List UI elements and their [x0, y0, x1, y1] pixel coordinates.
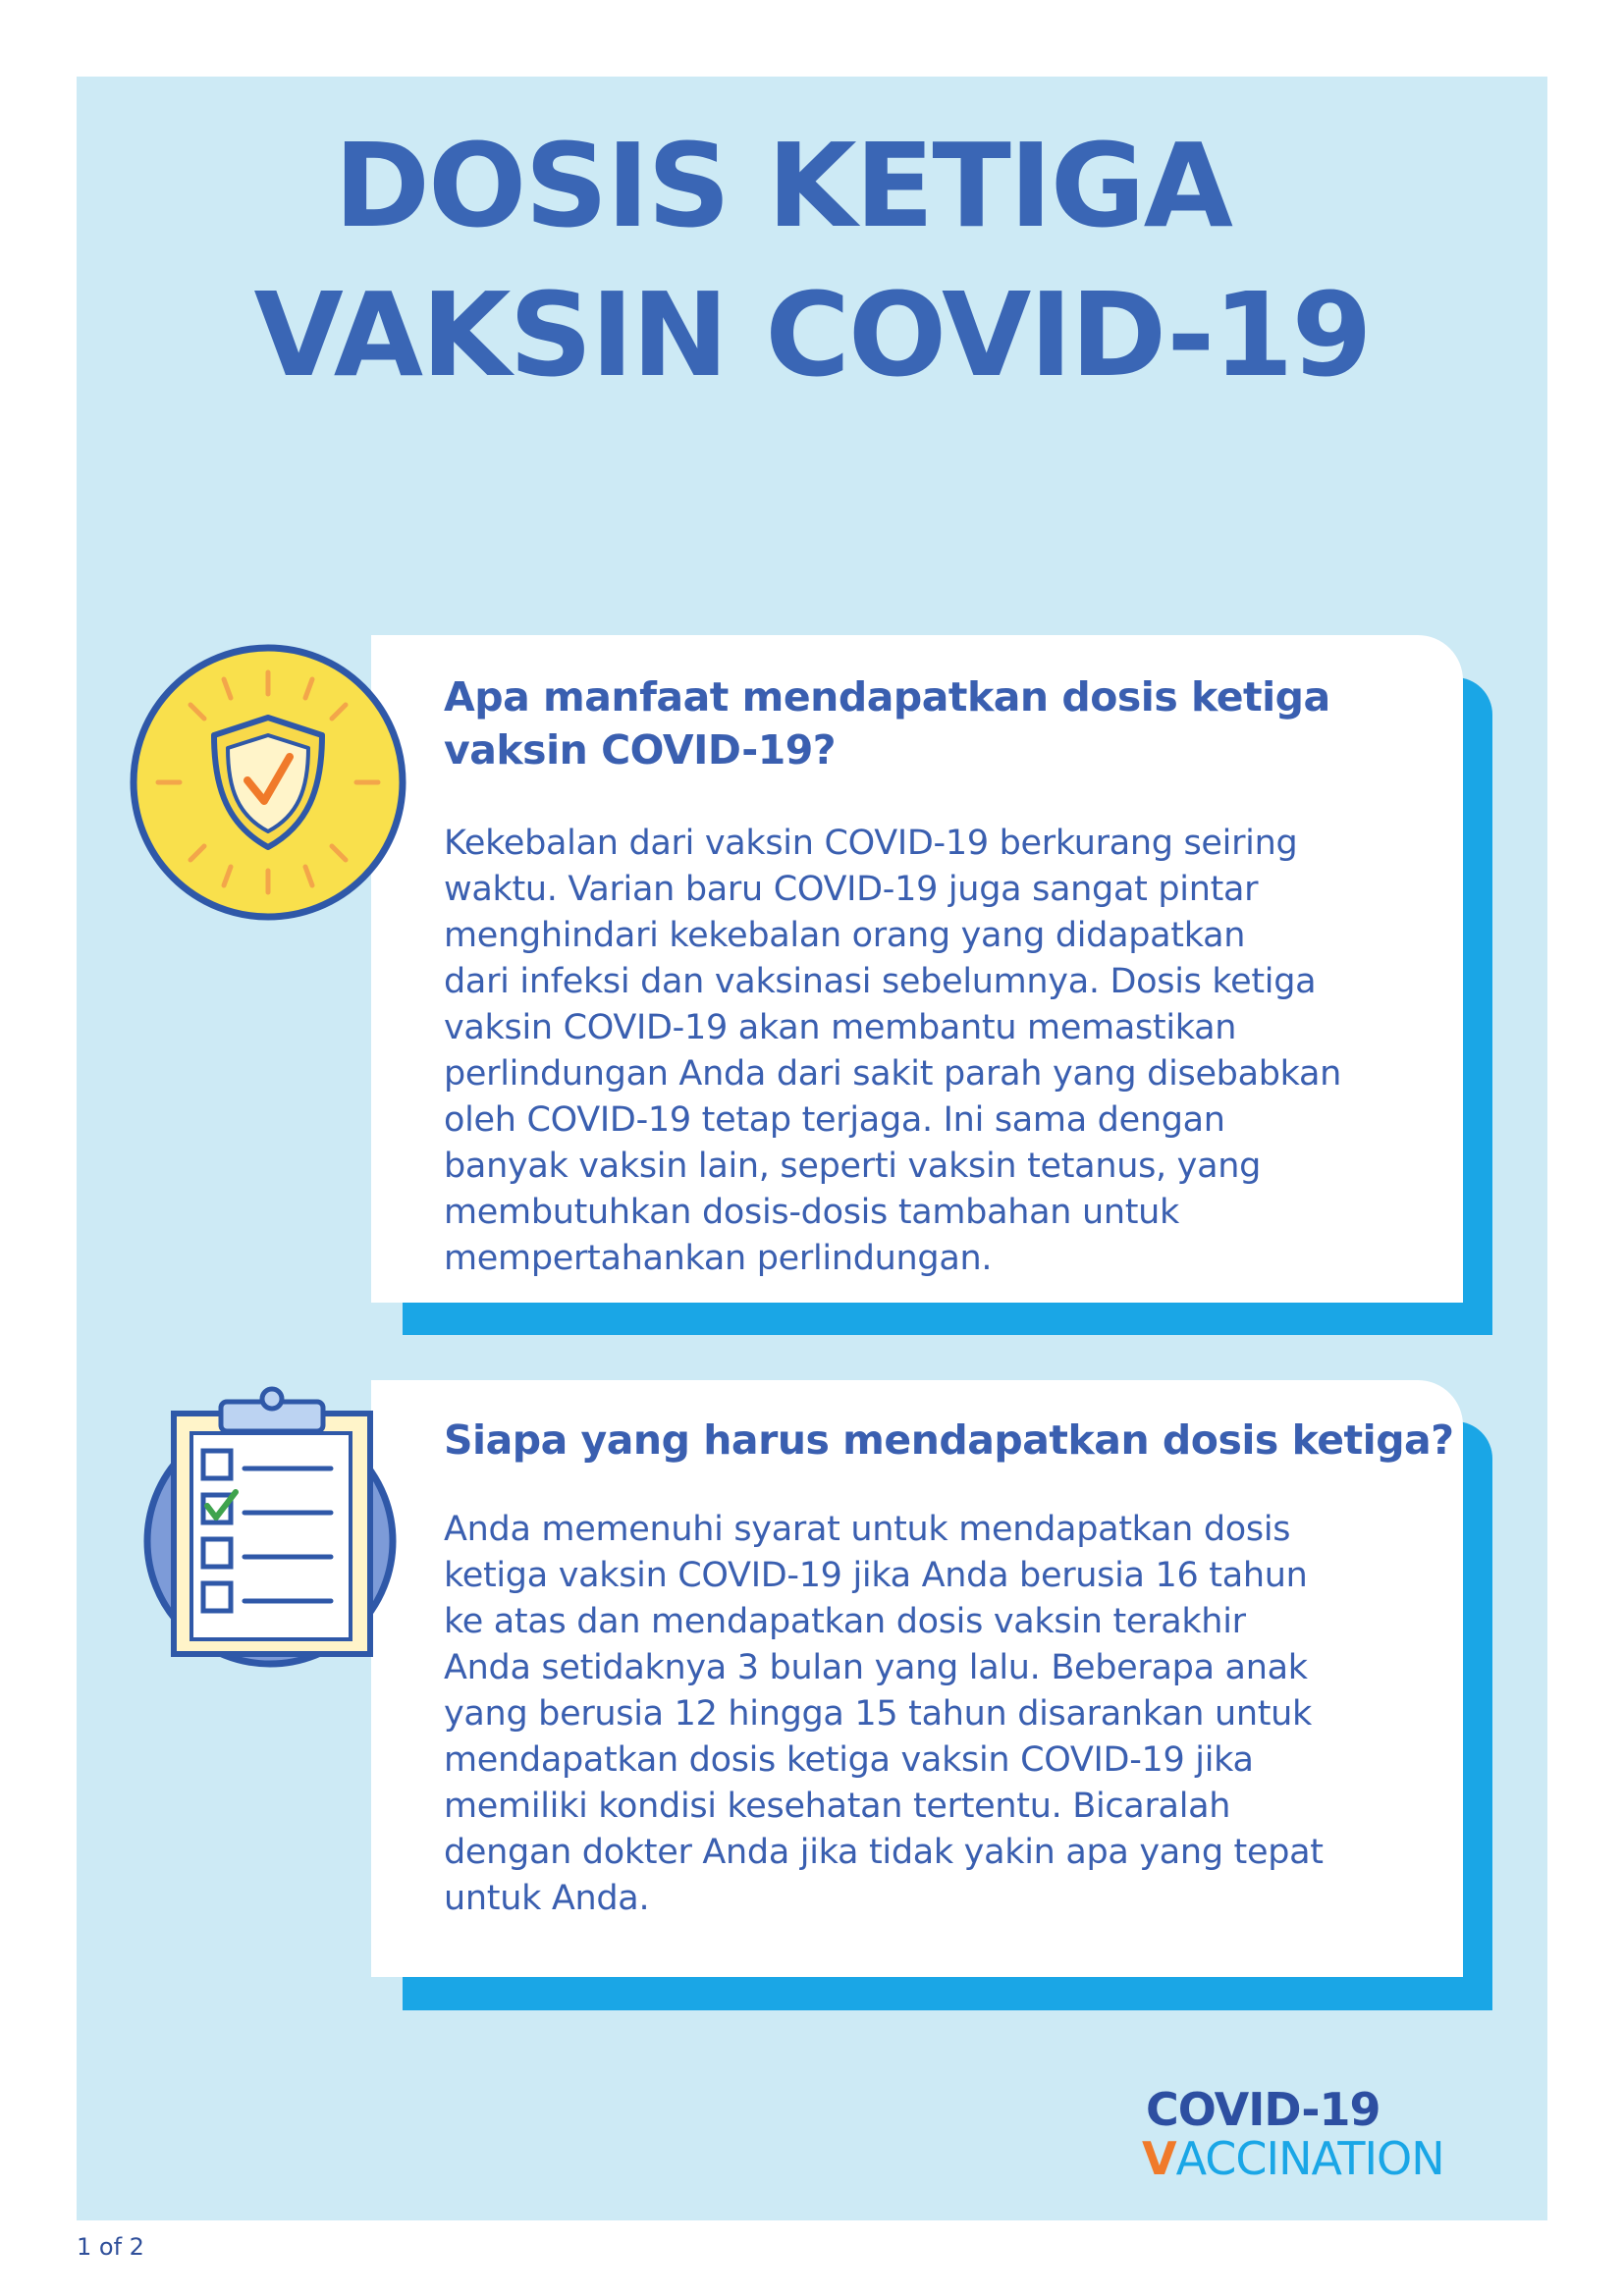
section-1-body: Kekebalan dari vaksin COVID-19 berkurang seiring waktu. Varian baru COVID-19 juga sangat pintar menghindari kekebalan orang yang didapatkan dari infeksi dan vaksinasi sebelumnya. Dosis ketiga vaksin COVID-19 akan membantu memastikan perlindungan Anda dari sakit parah yang disebabkan oleh COVID-19 tetap terjaga. Ini sama dengan banyak vaksin lain, seperti vaksin tetanus, yang membutuhkan dosis-dosis tambahan untuk mempertahankan perlindungan. [444, 824, 1342, 1278]
title-line-2: VAKSIN COVID-19 [253, 267, 1371, 402]
section-2-body: Anda memenuhi syarat untuk mendapatkan dosis ketiga vaksin COVID-19 jika Anda berusia 16 tahun ke atas dan mendapatkan dosis vaksin terakhir Anda setidaknya 3 bulan yang lalu. Beberapa anak yang berusia 12 hingga 15 tahun disarankan untuk mendapatkan dosis ketiga vaksin COVID-19 jika memiliki kondisi kesehatan tertentu. Bicaralah dengan dokter Anda jika tidak yakin apa yang tepat untuk Anda. [444, 1510, 1324, 1918]
logo-line-1: COVID-19 [1146, 2083, 1380, 2136]
logo-line-2-rest: ACCINATION [1175, 2132, 1444, 2185]
title-line-1: DOSIS KETIGA [334, 118, 1231, 253]
shield-check-icon [126, 633, 410, 933]
clipboard-checklist-icon [123, 1384, 417, 1679]
logo-v-letter: V [1142, 2132, 1176, 2185]
logo-line-2 [1142, 2132, 1444, 2185]
page-number: 1 of 2 [77, 2233, 144, 2261]
section-1-heading: Apa manfaat mendapatkan dosis ketiga vaksin COVID-19? [444, 673, 1330, 774]
section-2-heading: Siapa yang harus mendapatkan dosis ketiga? [444, 1416, 1454, 1464]
covid-vaccination-logo [1142, 2083, 1495, 2185]
